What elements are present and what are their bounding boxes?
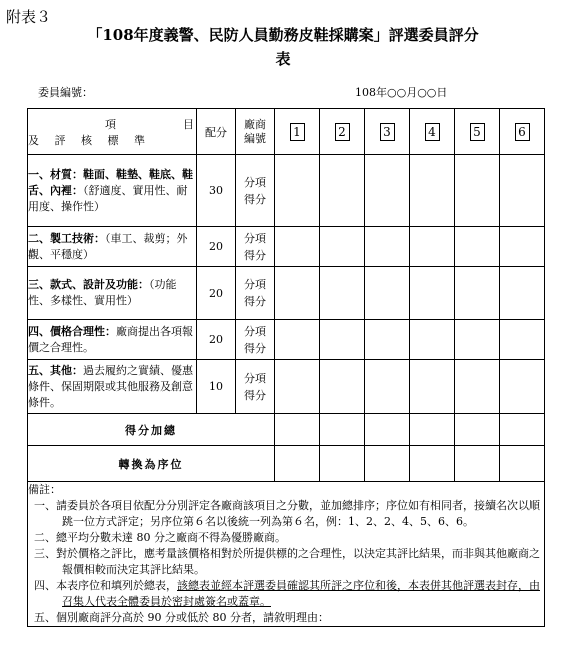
score-cell[interactable] — [275, 360, 320, 414]
vendor-number-box: 1 — [290, 123, 305, 141]
criteria-row-1 — [28, 155, 545, 227]
note-item-5: 五、個別廠商評分高於 90 分或低於 80 分者，請敘明理由： — [34, 611, 329, 624]
scoring-table — [27, 108, 545, 627]
score-cell[interactable] — [410, 227, 455, 267]
item-score-label — [236, 227, 275, 267]
rank-label: 轉換為序位 — [28, 446, 275, 482]
annex-label: 附表３ — [6, 8, 52, 26]
score-cell[interactable] — [455, 267, 500, 320]
vendor-number-box: 4 — [425, 123, 440, 141]
criteria-style-design — [28, 267, 197, 320]
score-cell[interactable] — [320, 227, 365, 267]
vendor-number-box: 5 — [470, 123, 485, 141]
score-cell[interactable] — [275, 320, 320, 360]
item-score-label-line2: 得分 — [244, 295, 266, 308]
score-cell[interactable] — [455, 360, 500, 414]
note-item-1: 一、請委員於各項目依配分分別評定各廠商該項目之分數，並加總排序；序位如有相同者，接續名次以順跳一位方式評定；另序位第６名以後統一列為第６名，例：1、2、2、4、5、6、6。 — [34, 499, 540, 528]
notes-section — [28, 482, 545, 627]
score-cell[interactable] — [410, 320, 455, 360]
criteria-description: （功能性、多樣性、實用性） — [28, 278, 177, 307]
criteria-title: 二、製工技術： — [28, 231, 105, 245]
criteria-score: 30 — [197, 155, 236, 227]
vendor-number-box: 3 — [380, 123, 395, 141]
item-score-label-line2: 得分 — [244, 341, 266, 355]
score-cell[interactable] — [455, 155, 500, 227]
score-cell[interactable] — [500, 360, 545, 414]
criteria-row-4 — [28, 320, 545, 360]
table-header-row — [28, 109, 545, 155]
criteria-price — [28, 320, 197, 360]
total-cell[interactable] — [320, 414, 365, 446]
score-cell[interactable] — [320, 360, 365, 414]
note-item-4-prefix: 四、本表序位和填列於總表， — [34, 579, 177, 592]
score-cell[interactable] — [410, 360, 455, 414]
criteria-score: 20 — [197, 227, 236, 267]
notes-heading: 備註： — [28, 483, 61, 496]
total-cell[interactable] — [455, 414, 500, 446]
item-score-label — [236, 320, 275, 360]
page-title: 「108年度義警、民防人員勤務皮鞋採購案」評選委員評分 — [87, 26, 479, 44]
score-cell[interactable] — [365, 360, 410, 414]
criteria-description: 廠商提出各項報價之合理性。 — [28, 324, 193, 354]
item-score-label-line1: 分項 — [244, 231, 266, 245]
note-item-4 — [28, 578, 544, 610]
vendor-column-3 — [365, 109, 410, 155]
rank-cell[interactable] — [455, 446, 500, 482]
criteria-description: 過去履約之實績、優惠條件、保固期限或其他服務及創意條件。 — [28, 363, 193, 409]
criteria-title: 五、其他： — [28, 363, 83, 377]
note-item-4-underlined: 該總表並經本評選委員確認其所評之序位和後，本表併其他評選表封存，由召集人代表全體委員於密封處簽名或蓋章。 — [62, 579, 540, 608]
item-score-label-line2: 得分 — [244, 388, 266, 402]
member-number-label: 委員編號： — [38, 86, 93, 99]
score-cell[interactable] — [365, 155, 410, 227]
criteria-craftsmanship — [28, 227, 197, 267]
item-score-label-line2: 得分 — [244, 192, 266, 206]
score-cell[interactable] — [320, 320, 365, 360]
score-cell[interactable] — [500, 320, 545, 360]
rank-cell[interactable] — [365, 446, 410, 482]
header-item-criteria — [28, 109, 197, 155]
criteria-score: 20 — [197, 320, 236, 360]
score-cell[interactable] — [275, 267, 320, 320]
item-score-label-line1: 分項 — [244, 371, 266, 385]
vendor-column-1 — [275, 109, 320, 155]
header-vendor-line1: 廠商 — [244, 117, 266, 131]
item-score-label-line1: 分項 — [244, 278, 266, 291]
criteria-row-2 — [28, 227, 545, 267]
total-cell[interactable] — [365, 414, 410, 446]
vendor-number-box: 6 — [515, 123, 530, 141]
rank-cell[interactable] — [410, 446, 455, 482]
rank-row — [28, 446, 545, 482]
criteria-description: （舒適度、實用性、耐用度、操作性） — [28, 183, 188, 213]
item-score-label-line1: 分項 — [244, 324, 266, 338]
header-item-line1: 項 目 — [105, 117, 196, 131]
total-row — [28, 414, 545, 446]
score-cell[interactable] — [455, 320, 500, 360]
score-cell[interactable] — [365, 320, 410, 360]
vendor-column-2 — [320, 109, 365, 155]
criteria-title: 三、款式、設計及功能： — [28, 278, 149, 291]
score-cell[interactable] — [500, 267, 545, 320]
score-cell[interactable] — [275, 227, 320, 267]
note-item-2: 二、總平均分數未達 80 分之廠商不得為優勝廠商。 — [34, 531, 286, 544]
score-cell[interactable] — [410, 155, 455, 227]
rank-cell[interactable] — [275, 446, 320, 482]
header-vendor-line2: 編號 — [244, 131, 266, 145]
item-score-label — [236, 267, 275, 320]
score-cell[interactable] — [320, 155, 365, 227]
criteria-row-5 — [28, 360, 545, 414]
vendor-column-6 — [500, 109, 545, 155]
total-cell[interactable] — [275, 414, 320, 446]
criteria-score: 10 — [197, 360, 236, 414]
score-cell[interactable] — [500, 155, 545, 227]
criteria-other — [28, 360, 197, 414]
score-cell[interactable] — [275, 155, 320, 227]
criteria-row-3 — [28, 267, 545, 320]
page-title-continued: 表 — [275, 50, 291, 68]
item-score-label-line1: 分項 — [244, 175, 266, 189]
score-cell[interactable] — [365, 227, 410, 267]
score-cell[interactable] — [365, 267, 410, 320]
vendor-column-5 — [455, 109, 500, 155]
score-cell[interactable] — [410, 267, 455, 320]
item-score-label-line2: 得分 — [244, 248, 266, 262]
score-cell[interactable] — [320, 267, 365, 320]
total-score-label: 得分加總 — [28, 414, 275, 446]
header-score: 配分 — [197, 109, 236, 155]
criteria-description: （車工、裁剪；外觀、平穩度） — [28, 231, 188, 261]
criteria-title: 一、材質：鞋面、鞋墊、鞋底、鞋舌、內裡： — [28, 167, 193, 197]
total-cell[interactable] — [500, 414, 545, 446]
criteria-title: 四、價格合理性： — [28, 324, 116, 338]
item-score-label — [236, 360, 275, 414]
criteria-material — [28, 155, 197, 227]
vendor-column-4 — [410, 109, 455, 155]
note-item-3: 三、對於價格之評比，應考量該價格相對於所提供標的之合理性，以決定其評比結果，而非與其他廠商之報價相較而決定其評比結果。 — [34, 547, 540, 576]
header-vendor-number — [236, 109, 275, 155]
rank-cell[interactable] — [500, 446, 545, 482]
score-cell[interactable] — [455, 227, 500, 267]
date-field: 108年○○月○○日 — [355, 86, 448, 99]
criteria-score: 20 — [197, 267, 236, 320]
item-score-label — [236, 155, 275, 227]
rank-cell[interactable] — [320, 446, 365, 482]
header-item-line2: 及 評 核 標 準 — [28, 133, 151, 147]
notes-row — [28, 482, 545, 627]
total-cell[interactable] — [410, 414, 455, 446]
vendor-number-box: 2 — [335, 123, 350, 141]
score-cell[interactable] — [500, 227, 545, 267]
